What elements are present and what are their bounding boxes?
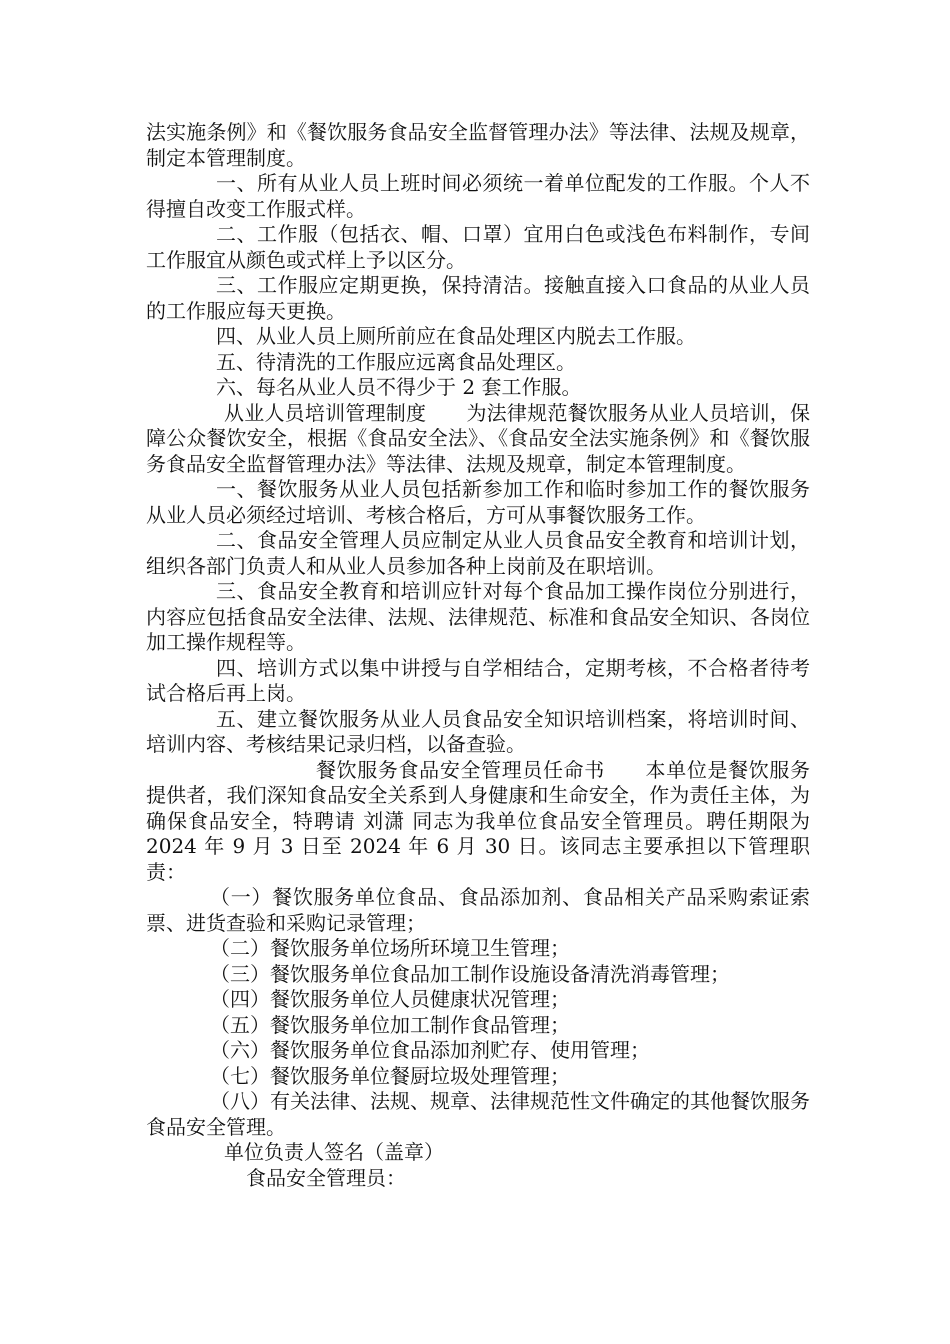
training-rule-1: 一、餐饮服务从业人员包括新参加工作和临时参加工作的餐饮服务从业人员必须经过培训、考核合格后，方可从事餐饮服务工作。 — [146, 477, 810, 527]
clothing-rule-6: 六、每名从业人员不得少于 2 套工作服。 — [216, 375, 582, 399]
signature-safety-manager: 食品安全管理员： — [246, 1165, 406, 1190]
duty-5: （五）餐饮服务单位加工制作食品管理； — [210, 1012, 570, 1037]
training-rule-2: 二、食品安全管理人员应制定从业人员食品安全教育和培训计划，组织各部门负责人和从业人员参加各种上岗前及在职培训。 — [146, 528, 810, 578]
appointment-body: 本单位是餐饮服务提供者，我们深知食品安全关系到人身健康和生命安全，作为责任主体，为确保食品安全，特聘请 刘潇 同志为我单位食品安全管理员。聘任期限为2024 年 9 月 3 日至 2024 年 6 月 30 日。该同志主要承担以下管理职责： — [146, 757, 811, 884]
training-title: 从业人员培训管理制度 — [224, 400, 427, 425]
document-page — [146, 120, 810, 1191]
duty-3: （三）餐饮服务单位食品加工制作设施设备清洗消毒管理； — [210, 961, 730, 986]
training-rule-5: 五、建立餐饮服务从业人员食品安全知识培训档案，将培训时间、培训内容、考核结果记录归档，以备查验。 — [146, 706, 810, 756]
training-section — [146, 401, 810, 478]
signature-unit-head: 单位负责人签名（盖章） — [224, 1140, 444, 1164]
clothing-rule-3: 三、工作服应定期更换，保持清洁。接触直接入口食品的从业人员的工作服应每天更换。 — [146, 273, 810, 323]
clothing-rule-1: 一、所有从业人员上班时间必须统一着单位配发的工作服。个人不得擅自改变工作服式样。 — [146, 171, 810, 221]
clothing-rule-5: 五、待清洗的工作服应远离食品处理区。 — [216, 349, 576, 374]
appointment-title: 餐饮服务食品安全管理员任命书 — [316, 757, 605, 782]
duty-1: （一）餐饮服务单位食品、食品添加剂、食品相关产品采购索证索票、进货查验和采购记录管理； — [146, 885, 810, 935]
duty-2: （二）餐饮服务单位场所环境卫生管理； — [210, 936, 570, 960]
training-rule-4: 四、培训方式以集中讲授与自学相结合，定期考核，不合格者待考试合格后再上岗。 — [146, 655, 810, 705]
clothing-intro: 法实施条例》和《餐饮服务食品安全监督管理办法》等法律、法规及规章，制定本管理制度。 — [146, 120, 810, 170]
clothing-rule-4: 四、从业人员上厕所前应在食品处理区内脱去工作服。 — [216, 324, 696, 348]
duty-7: （七）餐饮服务单位餐厨垃圾处理管理； — [210, 1063, 570, 1088]
duty-8: （八）有关法律、法规、规章、法律规范性文件确定的其他餐饮服务食品安全管理。 — [146, 1089, 810, 1139]
appointment-section — [146, 758, 810, 886]
clothing-rule-2: 二、工作服（包括衣、帽、口罩）宜用白色或浅色布料制作，专间工作服宜从颜色或式样上予以区分。 — [146, 222, 810, 272]
training-rule-3: 三、食品安全教育和培训应针对每个食品加工操作岗位分别进行，内容应包括食品安全法律、法规、法律规范、标准和食品安全知识、各岗位加工操作规程等。 — [146, 579, 810, 654]
training-intro: 为法律规范餐饮服务从业人员培训，保障公众餐饮安全，根据《食品安全法》、《食品安全法实施条例》和《餐饮服务食品安全监督管理办法》等法律、法规及规章，制定本管理制度。 — [146, 400, 811, 476]
duty-4: （四）餐饮服务单位人员健康状况管理； — [210, 987, 570, 1011]
duty-6: （六）餐饮服务单位食品添加剂贮存、使用管理； — [210, 1038, 650, 1062]
